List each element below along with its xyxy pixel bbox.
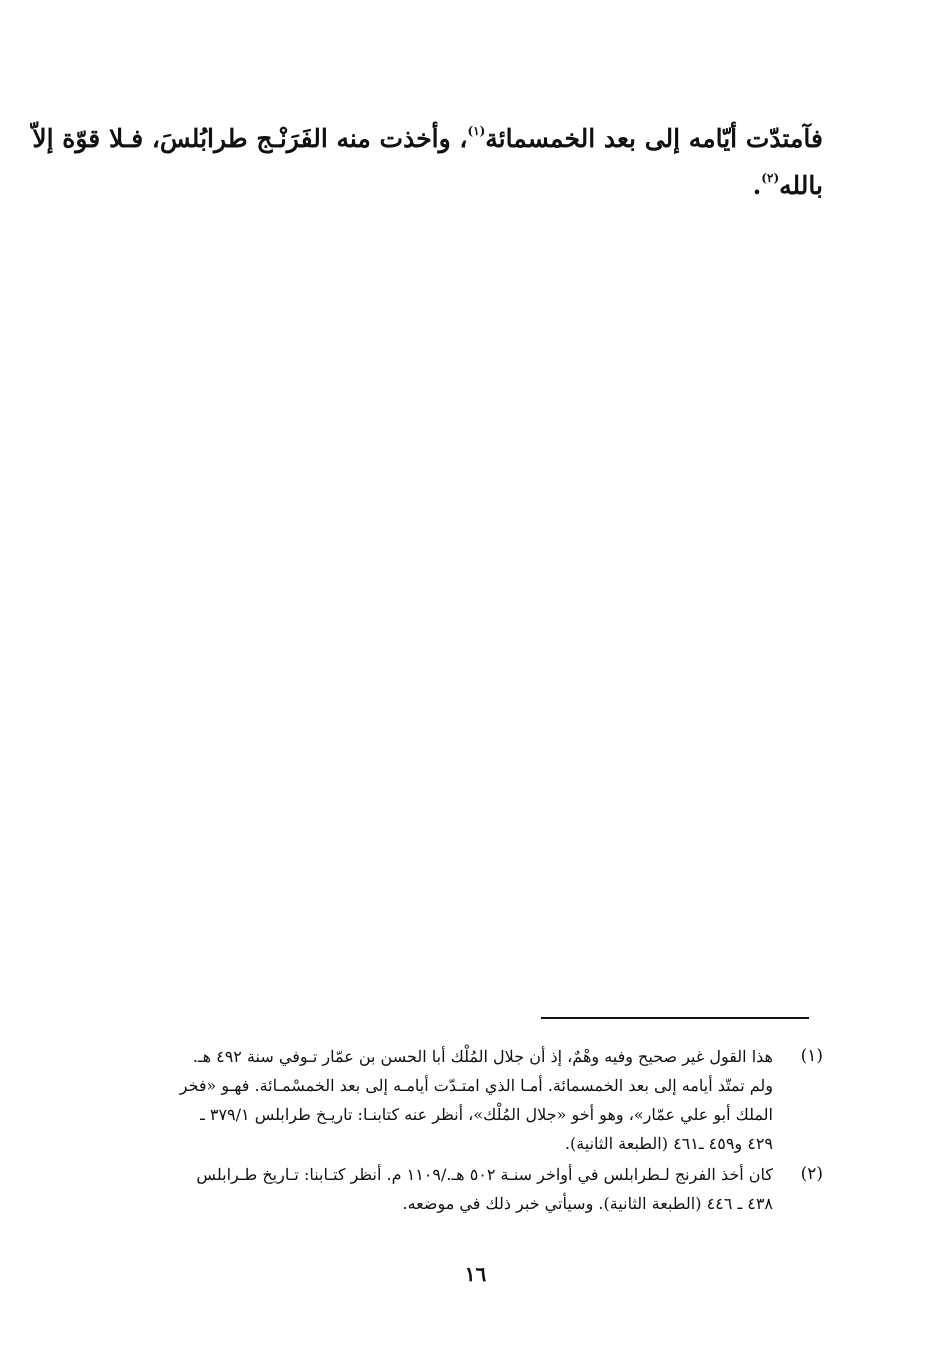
footnote-line: ولم تمتّد أيامه إلى بعد الخمسمائة. أمـا الذي امتـدّت أيامـه إلى بعد الخمسْمـائة. فهـو «فخر — [179, 1076, 773, 1095]
footnote-line: كان أخذ الفرنج لـطرابلس في أواخر سنـة ٥٠٢ هـ./١١٠٩ م. أنظر كتـابنا: تـاريخ طـرابلس — [196, 1165, 773, 1184]
footnote-2 — [113, 1160, 823, 1218]
main-text-fragment: بالله — [779, 171, 823, 200]
main-text-fragment: ، وأخذت منه الفَرَنْـج طرابُلسَ، فـلا قوّة إلاّ — [32, 124, 468, 153]
footnote-ref-2[interactable]: (٢) — [761, 171, 780, 185]
footnote-text — [113, 1160, 773, 1218]
footnote-number: (١) — [800, 1046, 823, 1066]
footnote-number: (٢) — [800, 1164, 823, 1184]
footnote-text — [113, 1042, 773, 1158]
footnote-line: الملك أبو علي عمّار»، وهو أخو «جلال المُلْك»، أنظر عنه كتابنـا: تاريـخ طرابلس ٣٧٩/١ ـ — [200, 1105, 773, 1124]
footnote-line: هذا القول غير صحيح وفيه وهْمٌ، إذ أن جلال المُلْك أبا الحسن بن عمّار تـوفي سنة ٤٩٢ هـ. — [192, 1047, 773, 1066]
footnotes — [113, 1042, 823, 1220]
main-text — [32, 115, 823, 209]
main-text-line-1 — [32, 115, 823, 162]
footnote-separator — [541, 1017, 809, 1019]
page-number: ١٦ — [464, 1262, 487, 1286]
main-text-fragment: فآمتدّت أيّامه إلى بعد الخمسمائة — [485, 124, 823, 153]
footnote-line: ٤٣٨ ـ ٤٤٦ (الطبعة الثانية). وسيأتي خبر ذلك في موضعه. — [402, 1194, 773, 1213]
footnote-line: ٤٢٩ و٤٥٩ ـ٤٦١ (الطبعة الثانية). — [564, 1134, 773, 1153]
footnote-ref-1[interactable]: (١) — [467, 124, 486, 138]
main-text-line-2 — [103, 162, 823, 209]
main-text-fragment: . — [752, 171, 762, 200]
footnote-1 — [113, 1042, 823, 1158]
